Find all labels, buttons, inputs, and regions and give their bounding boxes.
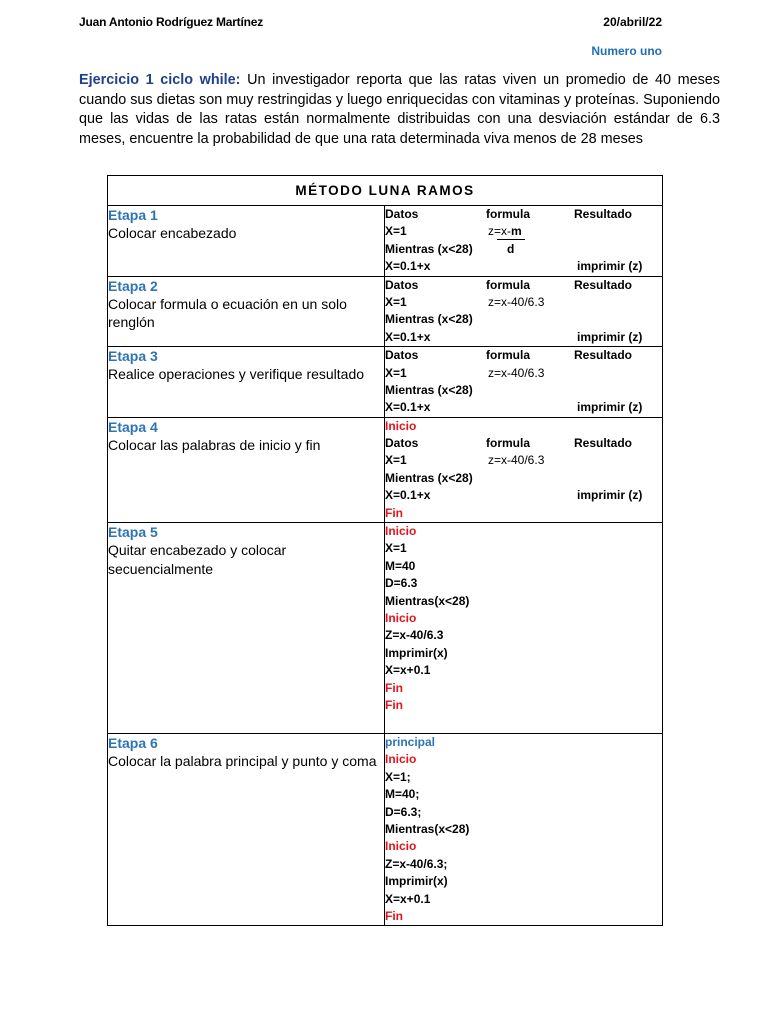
x-init: X=1 bbox=[385, 224, 407, 239]
table-row bbox=[108, 347, 663, 418]
resultado-label: Resultado bbox=[574, 348, 633, 363]
stage-description: Colocar las palabras de inicio y fin bbox=[108, 436, 321, 453]
table-title: MÉTODO LUNA RAMOS bbox=[108, 176, 663, 206]
code-line: Z=x-40/6.3; bbox=[385, 856, 448, 871]
formula-numerator: z=x-m bbox=[488, 224, 522, 239]
increment: X=0.1+x bbox=[385, 488, 431, 503]
increment: X=0.1+x bbox=[385, 259, 431, 274]
code-line: Fin bbox=[385, 697, 403, 712]
stage-code bbox=[385, 734, 663, 926]
formula-denominator: d bbox=[507, 241, 515, 256]
code-line: Inicio bbox=[385, 524, 417, 539]
document-date: 20/abril/22 bbox=[603, 15, 662, 29]
formula-label: formula bbox=[486, 348, 531, 363]
datos-label: Datos bbox=[385, 277, 419, 292]
code-line: Fin bbox=[385, 680, 403, 695]
formula-label: formula bbox=[486, 436, 531, 451]
resultado-label: Resultado bbox=[574, 277, 633, 292]
datos-label: Datos bbox=[385, 207, 419, 221]
stage-description: Realice operaciones y verifique resultado bbox=[108, 366, 365, 383]
table-row bbox=[108, 523, 663, 734]
exercise-statement bbox=[79, 71, 720, 149]
table-row bbox=[108, 734, 663, 926]
code-line: X=x+0.1 bbox=[385, 891, 431, 906]
code-line: Imprimir(x) bbox=[385, 645, 448, 660]
stage-title: Etapa 3 bbox=[108, 348, 158, 365]
code-line: Inicio bbox=[385, 752, 417, 767]
code-line: principal bbox=[385, 735, 436, 750]
method-table bbox=[107, 175, 663, 926]
inicio-keyword: Inicio bbox=[385, 418, 417, 433]
code-line: M=40; bbox=[385, 787, 420, 802]
stage-title: Etapa 2 bbox=[108, 277, 158, 294]
stage-code bbox=[385, 206, 663, 277]
while-condition: Mientras (x<28) bbox=[385, 241, 473, 256]
formula: z=x-40/6.3 bbox=[488, 294, 545, 309]
stage-code bbox=[385, 417, 663, 522]
formula: z=x-40/6.3 bbox=[488, 365, 545, 380]
stage-title: Etapa 5 bbox=[108, 524, 158, 541]
stage-code bbox=[385, 276, 663, 347]
stage-title: Etapa 1 bbox=[108, 207, 158, 223]
document-subtitle: Numero uno bbox=[591, 44, 662, 58]
while-condition: Mientras (x<28) bbox=[385, 312, 473, 327]
datos-label: Datos bbox=[385, 436, 419, 451]
formula-label: formula bbox=[486, 277, 531, 292]
stage-description: Quitar encabezado y colocar secuencialmente bbox=[108, 542, 287, 577]
code-line: D=6.3; bbox=[385, 804, 422, 819]
stage-description: Colocar la palabra principal y punto y coma bbox=[108, 753, 377, 770]
exercise-lead: Ejercicio 1 ciclo while: bbox=[79, 72, 241, 88]
table-row bbox=[108, 206, 663, 277]
stage-description: Colocar formula o ecuación en un solo renglón bbox=[108, 295, 347, 331]
code-line: Mientras(x<28) bbox=[385, 821, 470, 836]
x-init: X=1 bbox=[385, 365, 407, 380]
print-statement: imprimir (z) bbox=[577, 329, 643, 344]
formula-label: formula bbox=[486, 207, 531, 221]
while-condition: Mientras (x<28) bbox=[385, 382, 473, 397]
x-init: X=1 bbox=[385, 294, 407, 309]
stage-code bbox=[385, 347, 663, 418]
table-row bbox=[108, 417, 663, 522]
stage-code bbox=[385, 523, 663, 734]
code-line: Fin bbox=[385, 908, 403, 923]
stage-title: Etapa 6 bbox=[108, 735, 158, 752]
code-line: X=1 bbox=[385, 541, 407, 556]
table-row bbox=[108, 276, 663, 347]
code-line: Mientras(x<28) bbox=[385, 593, 470, 608]
stage-description: Colocar encabezado bbox=[108, 225, 237, 241]
code-line: X=1; bbox=[385, 769, 411, 784]
resultado-label: Resultado bbox=[574, 436, 633, 451]
fin-keyword: Fin bbox=[385, 505, 403, 520]
code-line: Inicio bbox=[385, 839, 417, 854]
print-statement: imprimir (z) bbox=[577, 488, 643, 503]
code-line: Inicio bbox=[385, 610, 417, 625]
exercise-text: Un investigador reporta que las ratas viven un promedio de 40 meses cuando sus dietas son muy restringidas y luego enriquecidas con vitaminas y proteínas. Suponiendo que las vidas de las ratas están normalmente distribuidas con una desviación estándar de 6.3 meses, encuentre la probabilidad de que una rata determinada viva menos de 28 meses bbox=[79, 72, 721, 147]
increment: X=0.1+x bbox=[385, 329, 431, 344]
stage-title: Etapa 4 bbox=[108, 418, 158, 435]
formula: z=x-40/6.3 bbox=[488, 453, 545, 468]
code-line: Imprimir(x) bbox=[385, 874, 448, 889]
resultado-label: Resultado bbox=[574, 207, 633, 221]
code-line: Z=x-40/6.3 bbox=[385, 628, 444, 643]
increment: X=0.1+x bbox=[385, 400, 431, 415]
x-init: X=1 bbox=[385, 453, 407, 468]
author-name: Juan Antonio Rodríguez Martínez bbox=[79, 15, 264, 29]
print-statement: imprimir (z) bbox=[577, 400, 643, 415]
print-statement: imprimir (z) bbox=[577, 259, 643, 274]
while-condition: Mientras (x<28) bbox=[385, 470, 473, 485]
datos-label: Datos bbox=[385, 348, 419, 363]
code-line: X=x+0.1 bbox=[385, 663, 431, 678]
code-line: M=40 bbox=[385, 558, 416, 573]
code-line: D=6.3 bbox=[385, 576, 418, 591]
